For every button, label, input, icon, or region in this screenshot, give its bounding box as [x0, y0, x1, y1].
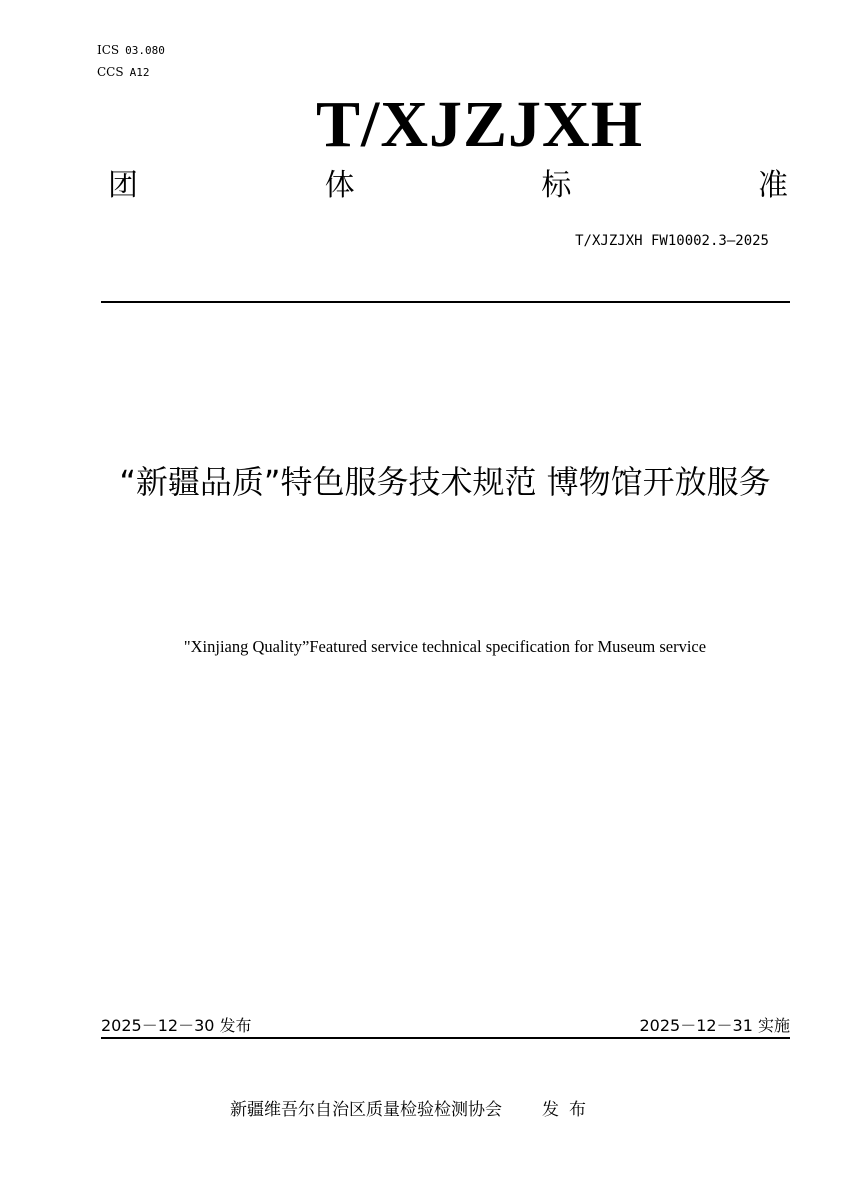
- document-type-char: 体: [324, 168, 355, 203]
- document-title-en: "Xinjiang Quality”Featured service technical specification for Museum service: [183, 637, 707, 656]
- document-type-char: 标: [541, 168, 572, 203]
- document-title-cn: “新疆品质”特色服务技术规范 博物馆开放服务: [119, 463, 771, 501]
- ics-code: [97, 42, 165, 59]
- header-divider: [101, 301, 790, 303]
- publisher: [230, 1098, 596, 1122]
- document-type-char: 团: [108, 168, 138, 203]
- ics-label: ICS: [97, 43, 120, 57]
- publisher-organization: 新疆维吾尔自治区质量检验检测协会: [230, 1100, 502, 1120]
- issue-date: 2025－12－30 发布: [101, 1016, 252, 1035]
- footer-divider: [101, 1037, 790, 1039]
- ccs-value: A12: [129, 66, 150, 79]
- standard-code-brand: T/XJZJXH: [316, 88, 644, 161]
- ccs-label: CCS: [97, 65, 124, 79]
- standard-number: T/XJZJXH FW10002.3—2025: [575, 233, 769, 249]
- ics-value: 03.080: [125, 44, 165, 57]
- ccs-code: [97, 64, 149, 81]
- document-type-char: 准: [757, 168, 788, 203]
- publisher-action: 发布: [542, 1100, 596, 1120]
- implementation-date: 2025－12－31 实施: [639, 1016, 790, 1035]
- document-type: [108, 166, 788, 206]
